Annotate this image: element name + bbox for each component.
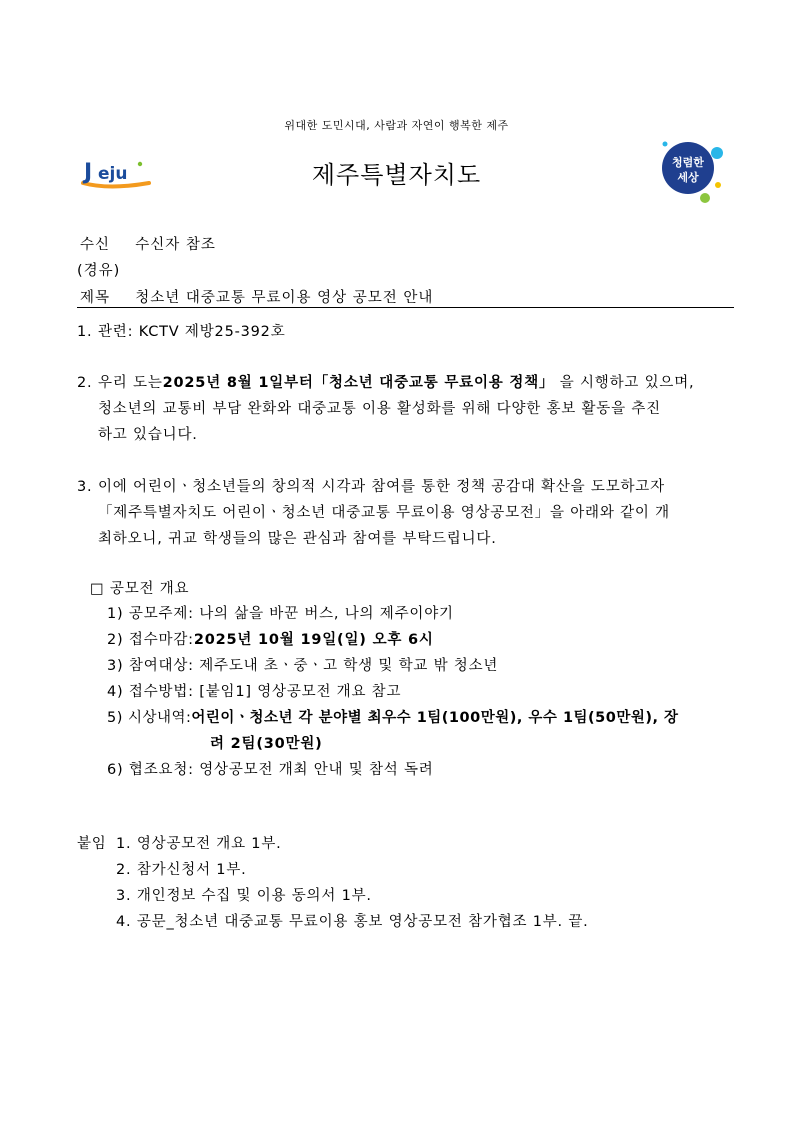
recipient-label: 수신 — [80, 237, 111, 253]
item-3-line-2: 「제주특별자치도 어린이ㆍ청소년 대중교통 무료이용 영상공모전」을 아래와 같이 개 — [98, 505, 670, 521]
recipient-line — [80, 233, 216, 254]
row-number: 3) — [107, 658, 124, 674]
svg-text:청렴한: 청렴한 — [672, 156, 704, 169]
row-value: 영상공모전 개최 안내 및 참석 독려 — [199, 762, 434, 778]
item-1-number: 1. — [77, 324, 93, 340]
attachment-item: 4. 공문_청소년 대중교통 무료이용 홍보 영상공모전 참가협조 1부. 끝. — [116, 914, 589, 930]
awards-value: 어린이ㆍ청소년 각 분야별 최우수 1팀(100만원), 우수 1팀(50만원), 장 — [191, 710, 679, 726]
item-3-text — [98, 474, 737, 552]
awards-value-continued: 려 2팀(30만원) — [210, 736, 323, 752]
overview-row — [107, 601, 739, 627]
overview-row — [107, 653, 739, 679]
row-label: 시상내역: — [128, 710, 192, 726]
attachments-list — [116, 831, 736, 935]
item-1 — [77, 319, 737, 345]
deadline-value: 2025년 10월 19일(일) 오후 6시 — [193, 632, 434, 648]
recipient-value: 수신자 참조 — [135, 237, 216, 253]
row-label: 접수방법: — [128, 684, 194, 700]
item-2-text — [98, 370, 737, 448]
item-2 — [77, 370, 737, 448]
overview-row-continued — [107, 731, 739, 757]
row-label: 참여대상: — [128, 658, 194, 674]
item-3 — [77, 474, 737, 552]
slogan: 위대한 도민시대, 사람과 자연이 행복한 제주 — [284, 119, 509, 132]
item-2-line-3: 하고 있습니다. — [98, 427, 198, 443]
item-2-pre: 우리 도는 — [98, 375, 163, 391]
overview-row — [107, 705, 739, 731]
row-number: 5) — [107, 710, 123, 726]
row-number: 2) — [107, 632, 124, 648]
row-number: 1) — [107, 606, 124, 622]
row-label: 접수마감: — [128, 632, 194, 648]
attachment-item: 2. 참가신청서 1부. — [116, 862, 247, 878]
attachments-label: 붙임 — [77, 836, 107, 852]
subject-divider — [77, 307, 734, 308]
item-3-line-3: 최하오니, 귀교 학생들의 많은 관심과 참여를 부탁드립니다. — [98, 531, 497, 547]
item-2-post: 을 시행하고 있으며, — [559, 375, 695, 391]
integrity-emblem-logo — [657, 135, 729, 209]
item-1-text: 관련: KCTV 제방25-392호 — [98, 324, 286, 340]
row-label: 공모주제: — [128, 606, 194, 622]
overview-list — [107, 601, 739, 783]
row-value: 제주도내 초ㆍ중ㆍ고 학생 및 학교 밖 청소년 — [199, 658, 499, 674]
svg-text:세상: 세상 — [677, 171, 699, 184]
via-line: (경유) — [77, 263, 121, 279]
row-number: 4) — [107, 684, 124, 700]
subject-line — [80, 286, 433, 307]
row-value: 나의 삶을 바꾼 버스, 나의 제주이야기 — [199, 606, 454, 622]
overview-row — [107, 679, 739, 705]
item-3-number: 3. — [77, 479, 93, 495]
row-value: [붙임1] 영상공모전 개요 참고 — [199, 684, 402, 700]
row-number: 6) — [107, 762, 124, 778]
row-label: 협조요청: — [128, 762, 194, 778]
item-2-policy-bold: 2025년 8월 1일부터「청소년 대중교통 무료이용 정책」 — [162, 375, 555, 391]
organization-title: 제주특별자치도 — [311, 161, 482, 189]
svg-text:J: J — [84, 160, 93, 185]
attachment-item: 1. 영상공모전 개요 1부. — [116, 836, 282, 852]
item-3-line-1: 이에 어린이ㆍ청소년들의 창의적 시각과 참여를 통한 정책 공감대 확산을 도모하고자 — [98, 479, 665, 495]
item-2-line-2: 청소년의 교통비 부담 완화와 대중교통 이용 활성화를 위해 다양한 홍보 활동을 추진 — [98, 401, 661, 417]
item-2-number: 2. — [77, 375, 93, 391]
overview-heading: □ 공모전 개요 — [90, 581, 190, 597]
subject-label: 제목 — [80, 290, 111, 306]
overview-row — [107, 627, 739, 653]
svg-text:eju: eju — [98, 164, 128, 184]
subject-value: 청소년 대중교통 무료이용 영상 공모전 안내 — [135, 290, 434, 306]
attachment-item: 3. 개인정보 수집 및 이용 동의서 1부. — [116, 888, 372, 904]
overview-row — [107, 757, 739, 783]
